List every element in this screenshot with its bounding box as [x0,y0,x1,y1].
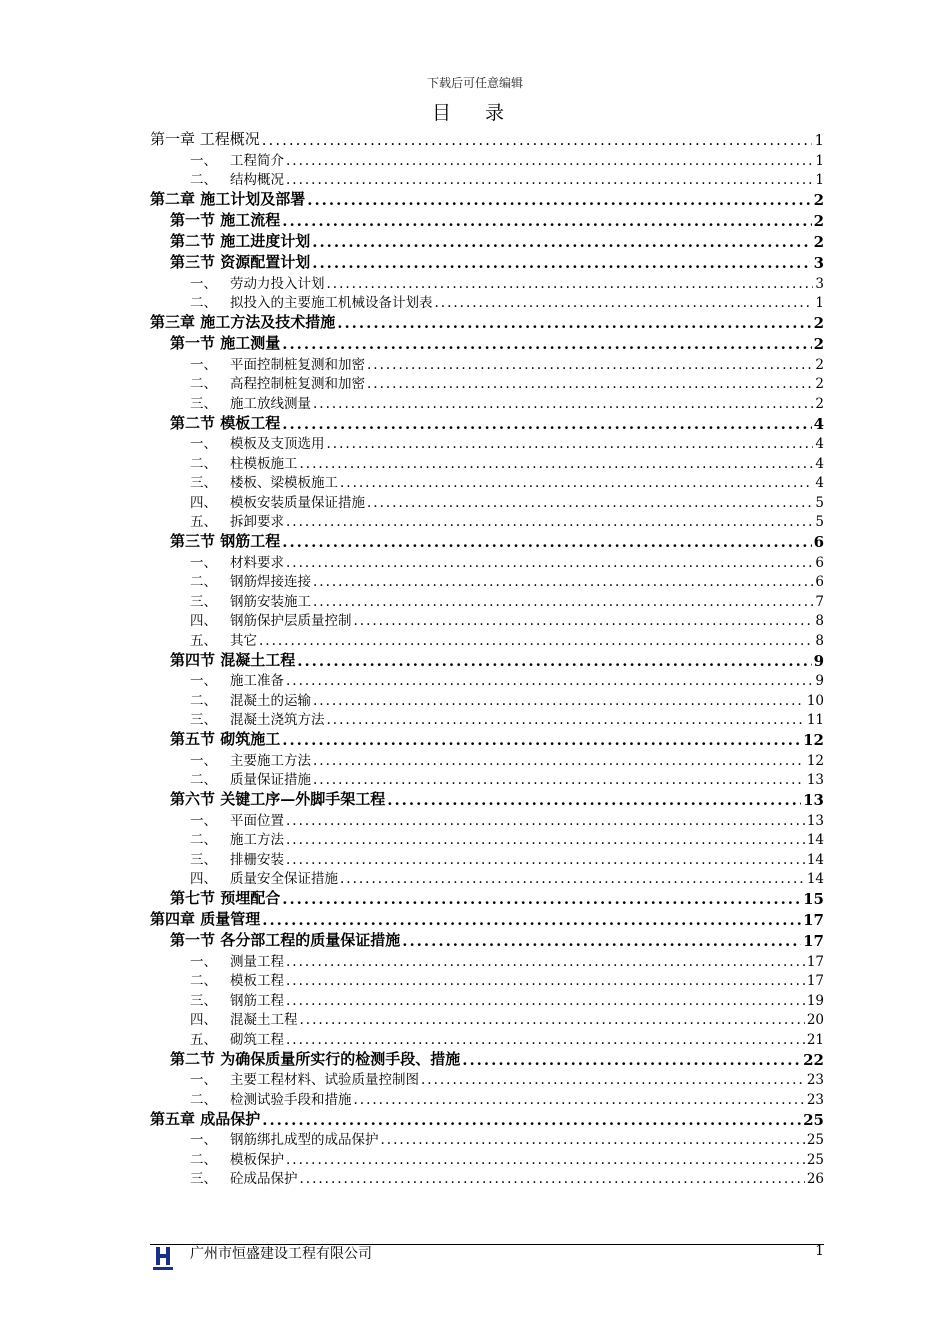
toc-page-number: 19 [806,992,824,1009]
toc-entry-label [190,970,284,990]
toc-page-number: 4 [815,436,824,452]
toc-page-number: 17 [803,932,824,950]
toc-leader-dots [262,1111,801,1129]
toc-entry-text: 混凝土工程 [230,1012,298,1028]
toc-entry-text: 材料要求 [230,554,284,571]
toc-page-number: 21 [806,1031,824,1048]
toc-entry-item[interactable] [150,169,824,189]
toc-entry-item[interactable] [150,848,824,868]
toc-page-number: 10 [806,692,824,709]
toc-entry-text: 施工放线测量 [230,395,311,412]
toc-entry-item[interactable] [150,989,824,1009]
toc-entry-section[interactable] [150,1048,824,1069]
toc-entry-item[interactable] [150,689,824,709]
toc-entry-label [190,149,284,169]
toc-title: 目 录 [431,102,519,124]
toc-leader-dots [282,890,801,908]
toc-page-number: 17 [806,973,824,989]
toc-entry-chapter[interactable] [150,1108,824,1129]
toc-entry-label: 第五节 砌筑施工 [170,730,281,748]
toc-page-number: 14 [806,851,824,868]
toc-entry-item[interactable] [150,511,824,531]
toc-leader-dots [327,712,805,728]
toc-page-number: 23 [806,1091,824,1108]
toc-entry-text: 砼成品保护 [230,1171,298,1187]
toc-entry-item[interactable] [150,709,824,729]
toc-page-number: 4 [815,475,824,491]
toc-page-number: 26 [806,1171,824,1187]
toc-entry-item[interactable] [150,292,824,312]
toc-entry-text: 柱模板施工 [230,455,298,472]
toc-page-number: 1 [814,131,824,149]
toc-entry-label [190,1088,352,1108]
toc-entry-label [190,472,338,492]
toc-leader-dots [367,495,813,511]
toc-page-number: 4 [815,455,824,472]
toc-page-number: 3 [813,254,824,272]
toc-leader-dots [286,973,805,989]
toc-leader-dots [313,772,805,788]
toc-leader-dots [262,911,801,929]
toc-entry-label: 第二节 模板工程 [170,413,281,432]
toc-leader-dots [259,633,813,649]
toc-entry-label: 第一节 施工测量 [170,334,281,352]
toc-entry-number: 一、 [190,953,217,970]
toc-page-number: 2 [813,314,824,332]
toc-entry-text: 主要施工方法 [230,752,311,769]
toc-leader-dots [307,191,811,209]
toc-entry-text: 测量工程 [230,953,284,970]
toc-entry-text: 钢筋工程 [230,992,284,1009]
toc-entry-number: 三、 [190,851,217,868]
toc-page-number: 14 [806,871,824,887]
toc-leader-dots [282,212,811,230]
toc-entry-label: 第三节 资源配置计划 [170,253,311,271]
toc-page-number: 5 [815,514,824,530]
toc-leader-dots [300,456,814,472]
toc-entry-label: 第四节 混凝土工程 [170,650,296,669]
toc-leader-dots [282,335,811,353]
toc-page-number: 4 [813,414,824,433]
toc-entry-label [190,169,284,189]
toc-leader-dots [300,1171,805,1187]
toc-page-number: 11 [806,712,824,728]
toc-entry-item[interactable] [150,1009,824,1029]
toc-page-number: 23 [806,1072,824,1088]
toc-entry-text: 其它 [230,632,257,649]
toc-entry-text: 模板保护 [230,1151,284,1168]
toc-leader-dots [354,1092,805,1108]
toc-entry-label [190,629,257,649]
toc-page-number: 25 [806,1132,824,1148]
toc-page-number: 15 [803,890,824,908]
toc-entry-label [190,989,284,1009]
toc-entry-item[interactable] [150,551,824,571]
toc-leader-dots [297,652,811,670]
toc-entry-label [190,868,338,888]
toc-entry-number: 一、 [190,812,217,829]
toc-page-number: 20 [806,1012,824,1028]
toc-page-number: 9 [815,673,824,689]
table-of-contents [150,128,824,1187]
toc-entry-item[interactable] [150,452,824,472]
toc-entry-label [190,452,298,472]
toc-entry-item[interactable] [150,670,824,690]
toc-entry-number: 四、 [190,613,217,629]
toc-entry-number: 三、 [190,1171,217,1187]
toc-entry-item[interactable] [150,149,824,169]
toc-page-number: 13 [806,812,824,829]
toc-leader-dots [286,832,805,848]
toc-page-number: 3 [815,275,824,292]
toc-entry-label [190,749,311,769]
toc-entry-item[interactable] [150,610,824,630]
toc-entry-number: 一、 [190,1072,217,1088]
toc-entry-number: 三、 [190,395,217,412]
toc-page-number: 17 [806,953,824,970]
toc-page-number: 8 [815,613,824,629]
toc-leader-dots [286,1152,805,1168]
toc-entry-label [190,292,433,312]
toc-entry-label: 第四章 质量管理 [150,910,261,928]
toc-entry-section[interactable] [150,649,824,670]
toc-entry-label: 第三节 钢筋工程 [170,532,281,550]
toc-page-number: 1 [815,295,824,311]
toc-entry-label [190,1168,298,1188]
toc-leader-dots [282,415,811,433]
toc-entry-label [190,670,284,690]
toc-entry-number: 四、 [190,1012,217,1028]
toc-page-number: 8 [815,632,824,649]
toc-entry-item[interactable] [150,590,824,610]
toc-entry-number: 三、 [190,593,217,610]
toc-entry-text: 混凝土的运输 [230,692,311,709]
toc-entry-text: 排栅安装 [230,851,284,868]
toc-leader-dots [313,693,805,709]
toc-entry-label [190,689,311,709]
toc-page-number: 13 [803,791,824,809]
toc-entry-item[interactable] [150,749,824,769]
toc-entry-item[interactable] [150,809,824,829]
toc-entry-section[interactable] [150,929,824,950]
toc-entry-item[interactable] [150,829,824,849]
toc-entry-text: 施工方法 [230,832,284,848]
toc-leader-dots [286,555,813,571]
toc-entry-label [190,491,365,511]
toc-entry-number: 二、 [190,692,217,709]
toc-entry-number: 二、 [190,376,217,392]
toc-leader-dots [327,436,814,452]
toc-page-number: 25 [806,1151,824,1168]
company-logo-icon [150,1245,178,1273]
toc-entry-label [190,848,284,868]
toc-leader-dots [282,731,801,749]
toc-entry-label [190,950,284,970]
toc-entry-number: 一、 [190,673,217,689]
toc-entry-label: 第六节 关键工序—外脚手架工程 [170,790,386,808]
toc-entry-item[interactable] [150,629,824,649]
toc-entry-item[interactable] [150,472,824,492]
toc-leader-dots [286,954,805,970]
toc-entry-number: 三、 [190,992,217,1009]
toc-entry-item[interactable] [150,950,824,970]
toc-entry-text: 平面位置 [230,812,284,829]
toc-entry-chapter[interactable] [150,188,824,209]
toc-page-number: 1 [815,152,824,169]
toc-entry-text: 劳动力投入计划 [230,275,325,292]
toc-entry-number: 一、 [190,356,217,373]
toc-entry-text: 质量安全保证措施 [230,871,338,887]
toc-entry-item[interactable] [150,769,824,789]
toc-entry-item[interactable] [150,1148,824,1168]
toc-entry-number: 二、 [190,832,217,848]
toc-entry-chapter[interactable] [150,311,824,332]
toc-entry-text: 楼板、梁模板施工 [230,475,338,491]
toc-page-number: 5 [815,494,824,511]
toc-entry-section[interactable] [150,230,824,251]
toc-page-number: 14 [806,832,824,848]
toc-entry-section[interactable] [150,209,824,230]
toc-page-number: 25 [803,1110,824,1129]
toc-leader-dots [421,1072,805,1088]
toc-entry-section[interactable] [150,887,824,908]
toc-entry-text: 质量保证措施 [230,772,311,788]
toc-entry-label [190,610,352,630]
toc-page-number: 1 [815,172,824,188]
toc-entry-label [190,551,284,571]
toc-page-number: 2 [813,233,824,251]
toc-entry-number: 一、 [190,1132,217,1148]
toc-entry-number: 二、 [190,574,217,590]
toc-entry-label [190,511,284,531]
toc-entry-label: 第二节 施工进度计划 [170,232,311,250]
toc-leader-dots [313,574,813,590]
toc-page-number: 2 [813,212,824,230]
toc-entry-label [190,769,311,789]
toc-leader-dots [286,1032,805,1048]
toc-leader-dots [313,594,813,610]
toc-page-number: 12 [803,731,824,749]
toc-leader-dots [282,533,811,551]
toc-entry-item[interactable] [150,392,824,412]
toc-entry-item[interactable] [150,1069,824,1089]
toc-entry-number: 二、 [190,772,217,788]
toc-entry-number: 一、 [190,554,217,571]
toc-entry-item[interactable] [150,272,824,292]
toc-leader-dots [286,993,805,1009]
toc-entry-number: 一、 [190,436,217,452]
toc-leader-dots [402,932,801,950]
toc-entry-item[interactable] [150,1168,824,1188]
toc-leader-dots [435,295,814,311]
footer-page-number: 1 [815,1243,824,1259]
toc-leader-dots [367,357,813,373]
toc-page-number: 2 [815,395,824,412]
toc-entry-label: 第一章 工程概况 [150,130,260,148]
toc-entry-text: 砌筑工程 [230,1031,284,1048]
toc-entry-number: 四、 [190,871,217,887]
toc-page-number: 7 [815,593,824,610]
toc-page-number: 6 [813,533,824,551]
footer-company-name: 广州市恒盛建设工程有限公司 [190,1246,372,1262]
toc-entry-label: 第二节 为确保质量所实行的检测手段、措施 [170,1049,461,1068]
toc-entry-number: 一、 [190,752,217,769]
toc-page-number: 17 [803,911,824,929]
toc-entry-text: 检测试验手段和措施 [230,1091,352,1108]
toc-entry-label [190,709,325,729]
toc-entry-text: 模板安装质量保证措施 [230,494,365,511]
toc-leader-dots [312,254,811,272]
toc-entry-text: 钢筋安装施工 [230,593,311,610]
toc-entry-item[interactable] [150,353,824,373]
toc-entry-number: 二、 [190,455,217,472]
toc-page-number: 22 [803,1050,824,1069]
toc-entry-label [190,373,365,393]
toc-entry-text: 结构概况 [230,172,284,188]
toc-leader-dots [286,172,813,188]
toc-entry-text: 主要工程材料、试验质量控制图 [230,1072,419,1088]
toc-entry-label [190,571,311,591]
toc-entry-label [190,809,284,829]
toc-entry-number: 一、 [190,275,217,292]
toc-entry-item[interactable] [150,433,824,453]
toc-entry-text: 平面控制桩复测和加密 [230,356,365,373]
toc-entry-number: 二、 [190,973,217,989]
toc-entry-number: 二、 [190,1091,217,1108]
toc-leader-dots [262,131,813,149]
toc-entry-text: 工程简介 [230,152,284,169]
toc-page-number: 2 [815,356,824,373]
toc-leader-dots [312,233,811,251]
toc-entry-section[interactable] [150,728,824,749]
toc-entry-chapter-plain[interactable] [150,128,824,149]
toc-entry-item[interactable] [150,373,824,393]
toc-entry-section[interactable] [150,412,824,433]
toc-entry-item[interactable] [150,1028,824,1048]
toc-entry-label [190,829,284,849]
toc-entry-item[interactable] [150,1088,824,1108]
toc-entry-text: 模板工程 [230,973,284,989]
toc-entry-label: 第一节 施工流程 [170,211,281,229]
toc-entry-label [190,1129,379,1149]
toc-entry-item[interactable] [150,970,824,990]
toc-entry-number: 三、 [190,712,217,728]
toc-entry-item[interactable] [150,1129,824,1149]
toc-entry-label [190,1009,298,1029]
toc-entry-number: 三、 [190,475,217,491]
toc-entry-number: 二、 [190,172,217,188]
toc-entry-text: 施工准备 [230,673,284,689]
toc-entry-label [190,590,311,610]
toc-entry-label [190,272,325,292]
toc-entry-label: 第三章 施工方法及技术措施 [150,313,336,331]
toc-leader-dots [340,871,805,887]
toc-entry-label: 第七节 预埋配合 [170,889,281,907]
toc-entry-number: 五、 [190,632,217,649]
toc-leader-dots [327,276,814,292]
toc-entry-label [190,392,311,412]
toc-entry-label: 第一节 各分部工程的质量保证措施 [170,931,401,949]
toc-entry-text: 钢筋焊接连接 [230,574,311,590]
toc-entry-section[interactable] [150,332,824,353]
toc-leader-dots [354,613,814,629]
toc-entry-text: 钢筋绑扎成型的成品保护 [230,1132,379,1148]
toc-entry-section[interactable] [150,251,824,272]
toc-entry-section[interactable] [150,530,824,551]
toc-entry-text: 高程控制桩复测和加密 [230,376,365,392]
toc-entry-label [190,353,365,373]
toc-entry-label [190,1028,284,1048]
toc-leader-dots [340,475,813,491]
toc-page-number: 2 [815,376,824,392]
toc-leader-dots [462,1051,801,1069]
toc-leader-dots [313,396,813,412]
toc-entry-chapter[interactable] [150,908,824,929]
toc-entry-label: 第五章 成品保护 [150,1109,261,1128]
toc-page-number: 9 [813,651,824,670]
toc-leader-dots [300,1012,805,1028]
toc-leader-dots [286,673,813,689]
toc-leader-dots [286,852,805,868]
toc-leader-dots [381,1132,805,1148]
toc-entry-number: 五、 [190,514,217,530]
toc-entry-number: 四、 [190,494,217,511]
toc-entry-label [190,1148,284,1168]
toc-leader-dots [286,153,813,169]
toc-entry-text: 模板及支顶选用 [230,436,325,452]
toc-entry-label [190,433,325,453]
toc-entry-number: 二、 [190,295,217,311]
toc-entry-label [190,1069,419,1089]
toc-entry-number: 五、 [190,1031,217,1048]
toc-page-number: 2 [813,335,824,353]
toc-entry-item[interactable] [150,868,824,888]
toc-entry-text: 钢筋保护层质量控制 [230,613,352,629]
toc-page-number: 6 [815,554,824,571]
toc-page-number: 13 [806,772,824,788]
toc-entry-text: 混凝土浇筑方法 [230,712,325,728]
toc-leader-dots [337,314,811,332]
toc-leader-dots [387,791,801,809]
toc-entry-number: 一、 [190,152,217,169]
toc-entry-number: 二、 [190,1151,217,1168]
toc-leader-dots [367,376,813,392]
toc-leader-dots [286,813,805,829]
toc-leader-dots [313,753,805,769]
toc-leader-dots [286,514,813,530]
toc-entry-label: 第二章 施工计划及部署 [150,190,306,208]
toc-page-number: 12 [806,752,824,769]
toc-entry-item[interactable] [150,571,824,591]
header-note: 下载后可任意编辑 [426,76,523,90]
toc-entry-text: 拟投入的主要施工机械设备计划表 [230,295,433,311]
toc-page-number: 2 [813,191,824,209]
toc-entry-text: 拆卸要求 [230,514,284,530]
toc-page-number: 6 [815,574,824,590]
toc-entry-item[interactable] [150,491,824,511]
toc-entry-section[interactable] [150,788,824,809]
